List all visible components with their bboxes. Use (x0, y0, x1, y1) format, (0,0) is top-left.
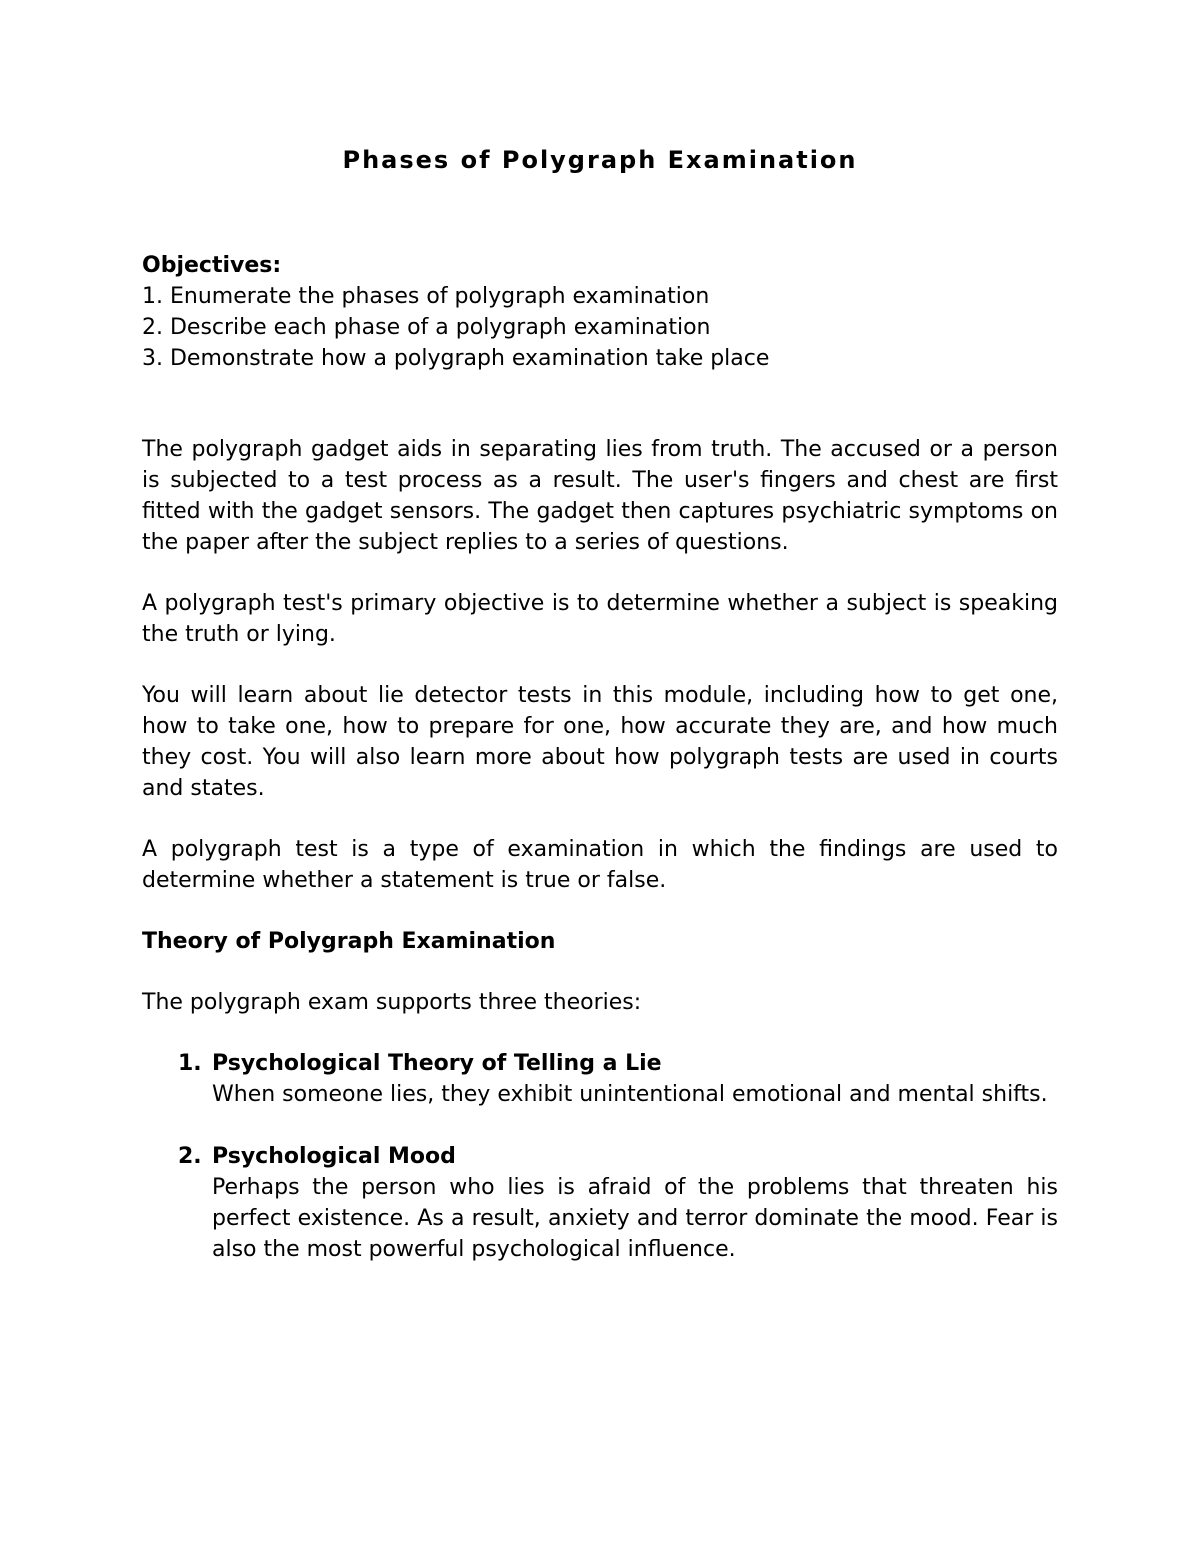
theory-list (142, 1048, 1058, 1265)
objective-item: 3. Demonstrate how a polygraph examination take place (142, 346, 770, 371)
definition-paragraph: A polygraph test is a type of examination in which the findings are used to determine whether a statement is true or false. (142, 837, 1058, 893)
objectives-list (142, 281, 1058, 374)
objectives-heading: Objectives: (142, 253, 282, 278)
theory-item-body: Perhaps the person who lies is afraid of the problems that threaten his perfect existence. As a result, anxiety and terror dominate the mood. Fear is also the most powerful psychological influence. (212, 1175, 1058, 1262)
objective-item: 1. Enumerate the phases of polygraph examination (142, 284, 710, 309)
objective-item: 2. Describe each phase of a polygraph examination (142, 315, 711, 340)
intro-paragraph: The polygraph gadget aids in separating lies from truth. The accused or a person is subjected to a test process as a result. The user's fingers and chest are first fitted with the gadget sensors. The gadget then captures psychiatric symptoms on the paper after the subject replies to a series of questions. (142, 437, 1058, 555)
objective-paragraph: A polygraph test's primary objective is to determine whether a subject is speaking the truth or lying. (142, 591, 1058, 647)
theory-item (178, 1048, 1058, 1110)
module-paragraph: You will learn about lie detector tests in this module, including how to get one, how to take one, how to prepare for one, how accurate they are, and how much they cost. You will also learn more about how polygraph tests are used in courts and states. (142, 683, 1058, 801)
theory-heading: Theory of Polygraph Examination (142, 929, 556, 954)
theory-intro: The polygraph exam supports three theories: (142, 990, 642, 1015)
theory-item-title: Psychological Theory of Telling a Lie (212, 1051, 662, 1076)
document-page (142, 140, 1058, 1296)
theory-item-number: 1. (178, 1051, 202, 1076)
document-title: Phases of Polygraph Examination (342, 146, 858, 174)
theory-item (178, 1141, 1058, 1265)
theory-item-number: 2. (178, 1144, 202, 1169)
theory-item-title: Psychological Mood (212, 1144, 456, 1169)
theory-item-body: When someone lies, they exhibit unintentional emotional and mental shifts. (212, 1082, 1048, 1107)
objectives-section (142, 250, 1058, 374)
